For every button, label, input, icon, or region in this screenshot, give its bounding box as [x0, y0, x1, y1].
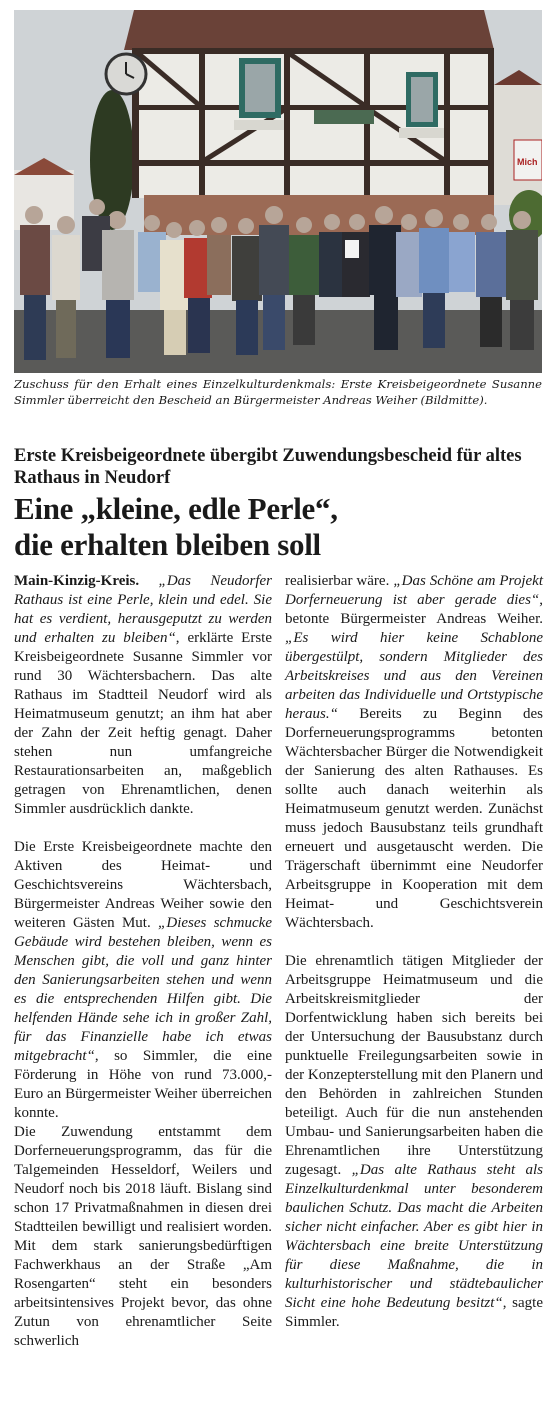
- paragraph: [285, 572, 543, 933]
- article-column-right: [285, 572, 543, 1332]
- quote: „Das alte Rathaus steht als Einzelkulturdenkmal unter besonderem baulichen Schutz. Das macht die Arbeiten sicher nicht einfacher. Aber es gibt hier in Wächtersbach eine breite Unterstützung für diese Maßnahme, die in kulturhistorischer und städtebaulicher Sicht eine hohe Bedeutung besitzt“: [285, 1162, 543, 1311]
- photo-caption: Zuschuss für den Erhalt eines Einzelkulturdenkmals: Erste Kreisbeigeordnete Susanne Simmler überreicht den Bescheid an Bürgermeister Andreas Weiher (Bildmitte).: [14, 377, 542, 407]
- shop-sign-text: Mich: [517, 157, 538, 167]
- article-headline: [14, 491, 542, 563]
- quote: „Das Neudorfer Rathaus ist eine Perle, klein und edel. Sie hat es verdient, herausgeputzt zu werden und erhalten zu bleiben“: [14, 573, 272, 646]
- paragraph-text: , so Simmler, die eine Förderung in Höhe von rund 73.000,- Euro an Bürgermeister Weiher überreichen konnte.: [14, 1048, 272, 1121]
- group-photo-townhall: [14, 10, 542, 373]
- paragraph: Die Zuwendung entstammt dem Dorferneuerungsprogramm, das für die Talgemeinden Hesseldorf, Weilers und Neudorf noch bis 2018 läuft. Bislang sind schon 17 Privatmaßnahmen in diesen drei Stadtteilen bewilligt und realisiert worden. Mit dem stark sanierungsbedürftigen Fachwerkhaus an der Straße „Am Rosengarten“ steht ein besonders arbeitsintensives Projekt bevor, das ohne Zutun von ehrenamtlicher Seite schwerlich: [14, 1124, 272, 1349]
- paragraph-text: , sagte Simmler.: [285, 1295, 543, 1330]
- paragraph: [285, 952, 543, 1332]
- headline-line-1: Eine „kleine, edle Perle“,: [14, 491, 338, 526]
- paragraph-text: Die ehrenamtlich tätigen Mitglieder der Arbeitsgruppe Heimatmuseum und die Arbeitskreismitglieder der Dorfentwicklung haben sich bereits bei der Untersuchung der Bausubstanz durch punktuelle Freilegungsarbeiten sowie in der Konzepterstellung mit den Planern und den Behörden in zahlreichen Stunden beteiligt. Auch für die nun anstehenden Umbau- und Sanierungsarbeiten haben die Ehrenamtlichen ihre Unterstützung zugesagt.: [285, 953, 543, 1178]
- paragraph: [14, 572, 272, 819]
- paragraph-text: realisierbar wäre.: [285, 573, 394, 589]
- headline-line-2: die erhalten bleiben soll: [14, 527, 321, 562]
- paragraph-text: Die Erste Kreisbeigeordnete machte den Aktiven des Heimat- und Geschichtsvereins Wächtersbach, Bürgermeister Andreas Weiher sowie den weiteren Gästen Mut.: [14, 839, 272, 931]
- quote: „Dieses schmucke Gebäude wird bestehen bleiben, wenn es Menschen gibt, die voll und ganz hinter den Sanierungsarbeiten stehen und wenn es die entsprechenden Hilfen gibt. Die helfenden Hände sehe ich in großer Zahl, für das Finanzielle habe ich etwas mitgebracht“: [14, 915, 272, 1064]
- paragraph: [14, 838, 272, 1123]
- quote: „Das Schöne am Projekt Dorferneuerung ist aber gerade dies“: [285, 573, 543, 608]
- paragraph-text: , erklärte Erste Kreisbeigeordnete Susanne Simmler vor rund 30 Wächtersbachern. Das alte Rathaus im Stadtteil Neudorf wird als Heimatmuseum genutzt; an ihm hat aber der Zahn der Zeit heftig genagt. Daher stehen nun umfangreiche Restaurationsarbeiten an, maßgeblich getragen von Ehrenamtlichen, denen Simmler ausdrücklich dankte.: [14, 630, 272, 817]
- article-photo: [14, 10, 542, 373]
- quote: „Es wird hier keine Schablone übergestülpt, sondern Mitglieder des Arbeitskreises und aus den Vereinen arbeiten das Individuelle und Ortstypische heraus.“: [285, 630, 543, 722]
- article-column-left: [14, 572, 272, 1351]
- article-kicker: Erste Kreisbeigeordnete übergibt Zuwendungsbescheid für altes Rathaus in Neudorf: [14, 446, 522, 488]
- paragraph-text: Bereits zu Beginn des Dorferneuerungsprogramms betonten Wächtersbacher Bürger die Notwendigkeit der Sanierung des alten Rathauses. Es sollte auch danach weiterhin als Heimatmuseum genutzt werden. Zunächst muss jedoch Bausubstanz teils grundhaft erneuert und ausgetauscht werden. Die Trägerschaft übernimmt eine Neudorfer Arbeitsgruppe in Kooperation mit dem Heimat- und Geschichtsverein Wächtersbach.: [285, 706, 543, 931]
- paragraph-text: , betonte Bürgermeister Andreas Weiher.: [285, 592, 543, 627]
- dateline: Main-Kinzig-Kreis.: [14, 573, 140, 589]
